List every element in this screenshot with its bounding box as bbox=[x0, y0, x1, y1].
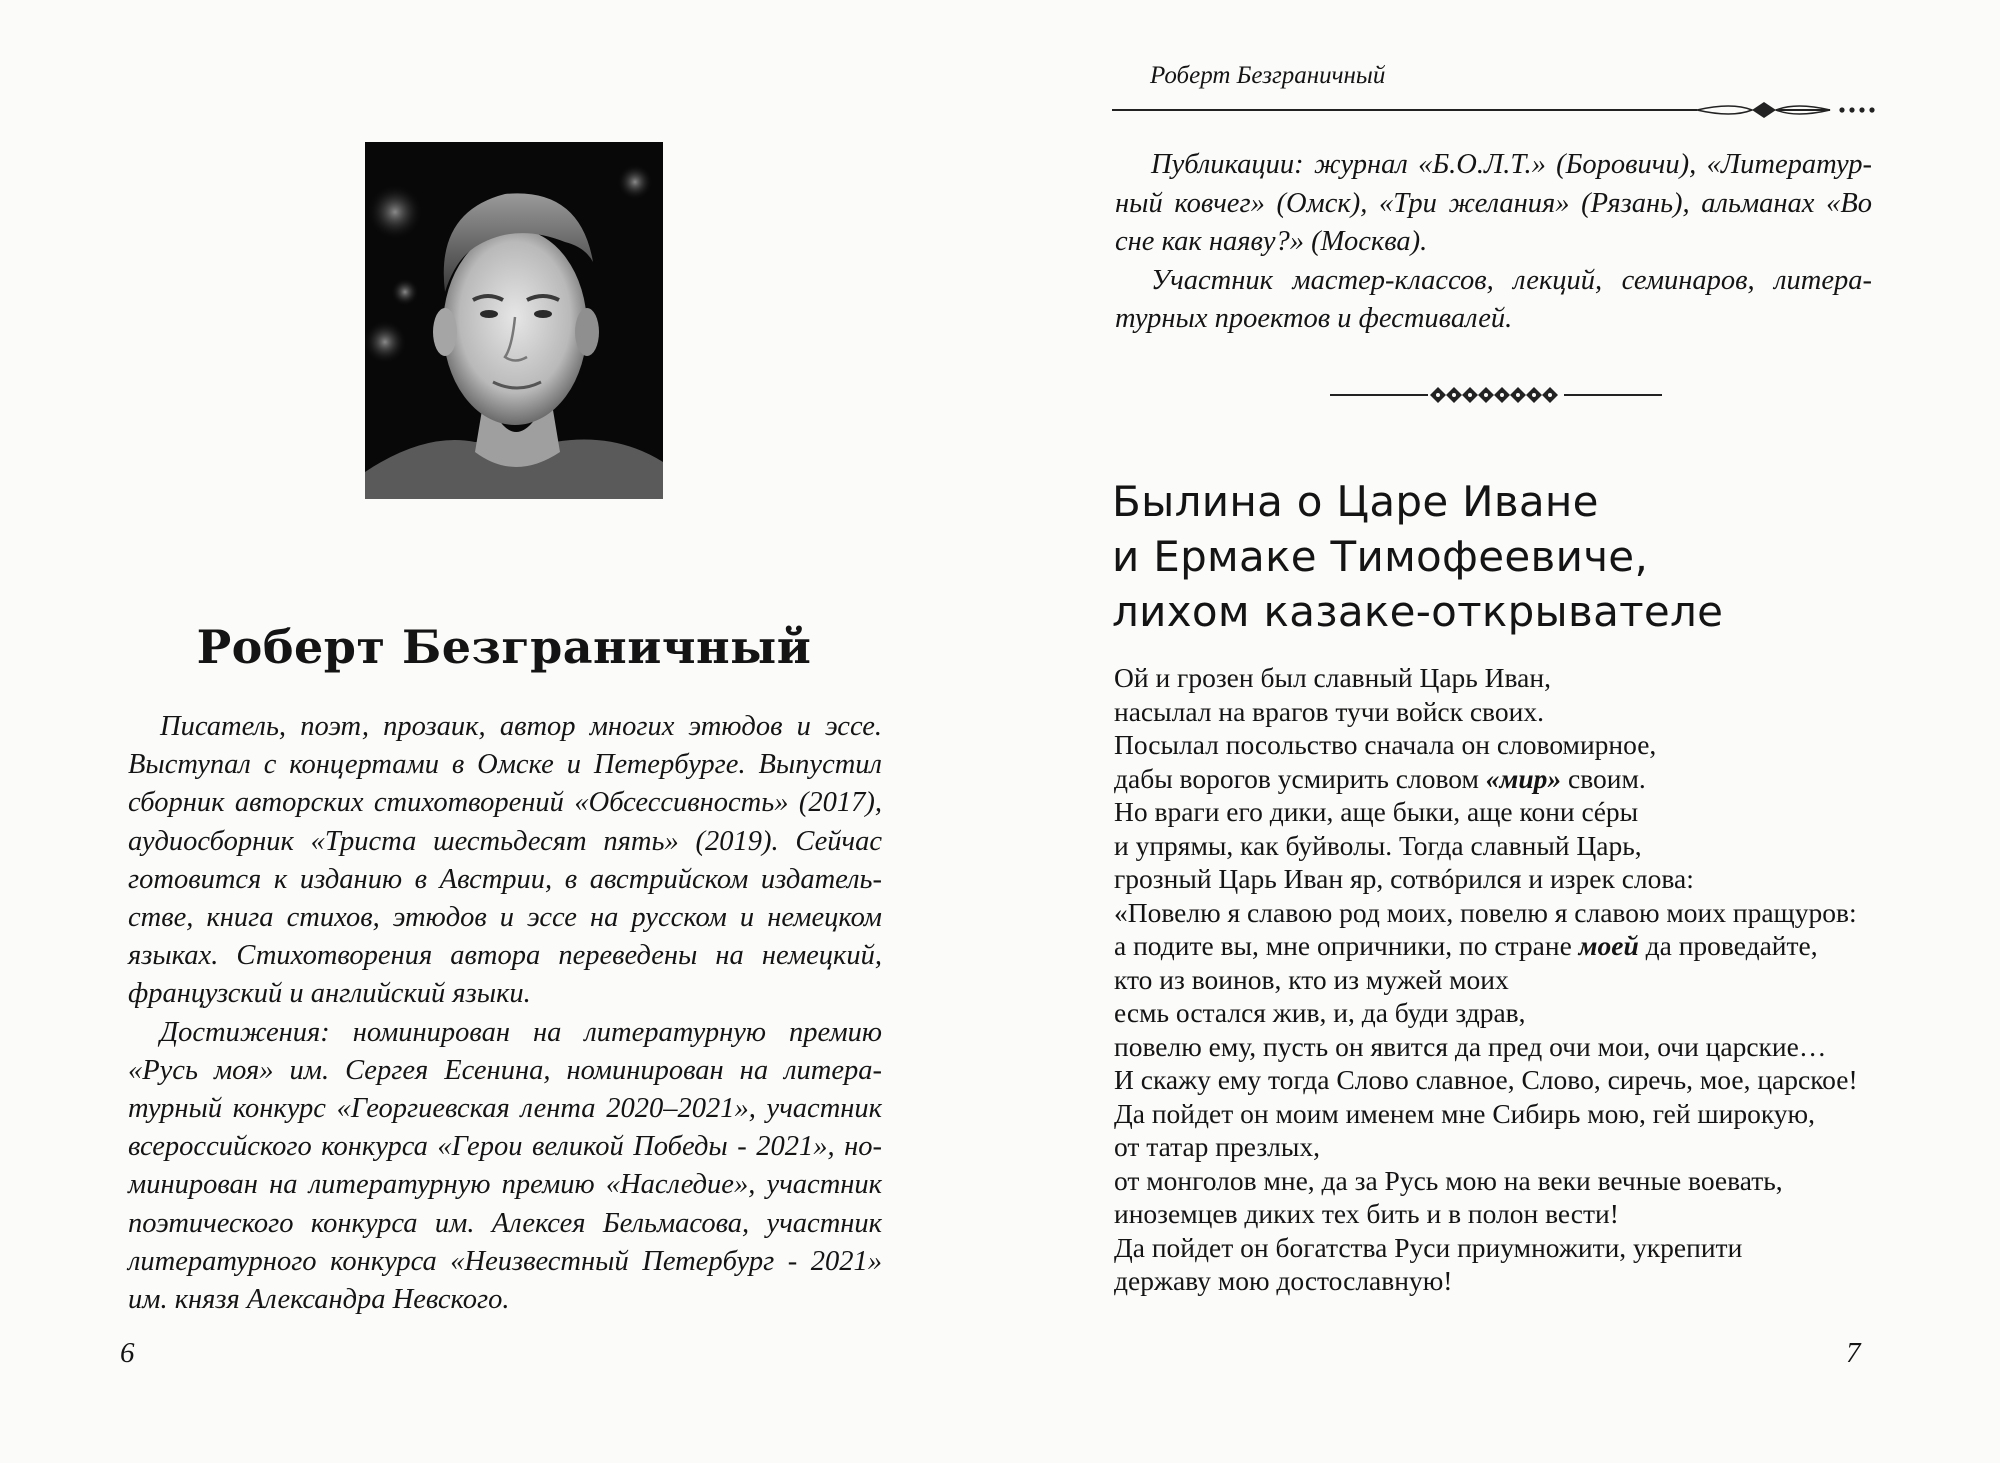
poem-line: И скажу ему тогда Слово славное, Слово, сиречь, мое, царское! bbox=[1114, 1064, 1858, 1095]
poem-line-part: а подите вы, мне опричники, по стране bbox=[1114, 930, 1579, 961]
poem-line: Да пойдет он моим именем мне Сибирь мою, гей широкую, bbox=[1114, 1097, 1815, 1129]
poem-line: дабы ворогов усмирить словом «мир» своим. bbox=[1114, 762, 1646, 794]
poem-line-part: да проведайте, bbox=[1638, 930, 1818, 961]
poem-line: державу мою достославную! bbox=[1114, 1265, 1453, 1296]
poem-line: Да пойдет он богатства Руси приумножити, укрепити bbox=[1114, 1231, 1743, 1263]
poem-line-part: своим. bbox=[1561, 762, 1646, 794]
poem-line-part: дабы ворогов усмирить словом bbox=[1114, 762, 1486, 794]
poem-line: и упрямы, как буйволы. Тогда славный Царь, bbox=[1114, 829, 1642, 861]
participation-paragraph: Участник мастер-классов, лекций, семинаров, литературных проектов и фестивалей. bbox=[1115, 264, 1872, 334]
poem-line: «Повелю я славою род моих, повелю я славою моих пращуров: bbox=[1114, 896, 1857, 928]
poem-title-line: и Ермаке Тимофеевиче, bbox=[1112, 532, 1649, 581]
poem-text bbox=[1114, 661, 1858, 1298]
poem-line: иноземцев диких тех бить и в полон вести! bbox=[1114, 1198, 1619, 1229]
poem-line: от татар презлых, bbox=[1114, 1131, 1321, 1162]
page-number-left: 6 bbox=[120, 1337, 135, 1369]
poem-line: Посылал посольство сначала он словомирное, bbox=[1114, 729, 1657, 760]
poem-line: грозный Царь Иван яр, сотвóрился и изрек слова: bbox=[1114, 863, 1694, 894]
emphasis-word: мир bbox=[1499, 762, 1548, 794]
page-number-right: 7 bbox=[1846, 1337, 1861, 1369]
poem-line: Но враги его дики, аще быки, аще кони сéры bbox=[1114, 796, 1639, 827]
emphasis-word: моей bbox=[1578, 930, 1639, 961]
publications-paragraph: Публикации: журнал «Б.О.Л.Т.» (Боровичи), «Литературный ковчег» (Омск), «Три желания» (Рязань), альманах «Во сне как наяву?» (Москва). bbox=[1115, 149, 1872, 257]
poem-line: кто из воинов, кто из мужей моих bbox=[1114, 963, 1509, 995]
portrait-image bbox=[365, 142, 663, 499]
poem-line: есмь остался жив, и, да буди здрав, bbox=[1114, 997, 1526, 1028]
poem-line: Ой и грозен был славный Царь Иван, bbox=[1114, 662, 1551, 693]
author-photo bbox=[365, 142, 663, 499]
publications-block bbox=[1115, 146, 1872, 339]
achievements-paragraph: Достижения: номинирован на литературную премию «Русь моя» им. Сергея Есенина, номинирован на литературный конкурс «Георгиевская лента 2020–2021», участник всероссийского конкурса «Герои великой Победы - 2021», номинирован на литературную премию «Наследие», участник поэтического конкурса им. Алексея Бельмасова, участник литературного конкурса «Неизвестный Петербург - 2021» им. князя Александра Невского. bbox=[128, 1016, 882, 1316]
poem-line: от монголов мне, да за Русь мою на веки вечные воевать, bbox=[1114, 1164, 1783, 1196]
poem-line: насылал на врагов тучи войск своих. bbox=[1114, 695, 1544, 727]
poem-title bbox=[1112, 474, 1723, 639]
poem-line: повелю ему, пусть он явится да пред очи мои, очи царские… bbox=[1114, 1030, 1827, 1062]
bio-paragraph: Писатель, поэт, прозаик, автор многих этюдов и эссе. Выступал с концертами в Омске и Петербурге. Выпустил сборник авторских стихотворений «Обсессивность» (2017), аудиосборник «Триста шестьдесят пять» (2019). Сейчас готовится к изданию в Австрии, в австрийском издательстве, книга стихов, этюдов и эссе на русском и немецком языках. Стихотворения автора переведены на немецкий, французский и английский языки. bbox=[128, 711, 882, 1010]
poem-line bbox=[1114, 929, 1858, 963]
header-rule-ornament bbox=[1112, 98, 1876, 122]
poem-title-line: лихом казаке-открывателе bbox=[1112, 587, 1724, 636]
running-head: Роберт Безграничный bbox=[1150, 62, 1386, 89]
poem-title-line: Былина о Царе Иване bbox=[1112, 477, 1599, 526]
author-bio bbox=[128, 708, 882, 1319]
author-name: Роберт Безграничный bbox=[196, 620, 812, 674]
section-divider-ornament bbox=[1330, 380, 1662, 410]
right-page bbox=[1000, 0, 2000, 1463]
